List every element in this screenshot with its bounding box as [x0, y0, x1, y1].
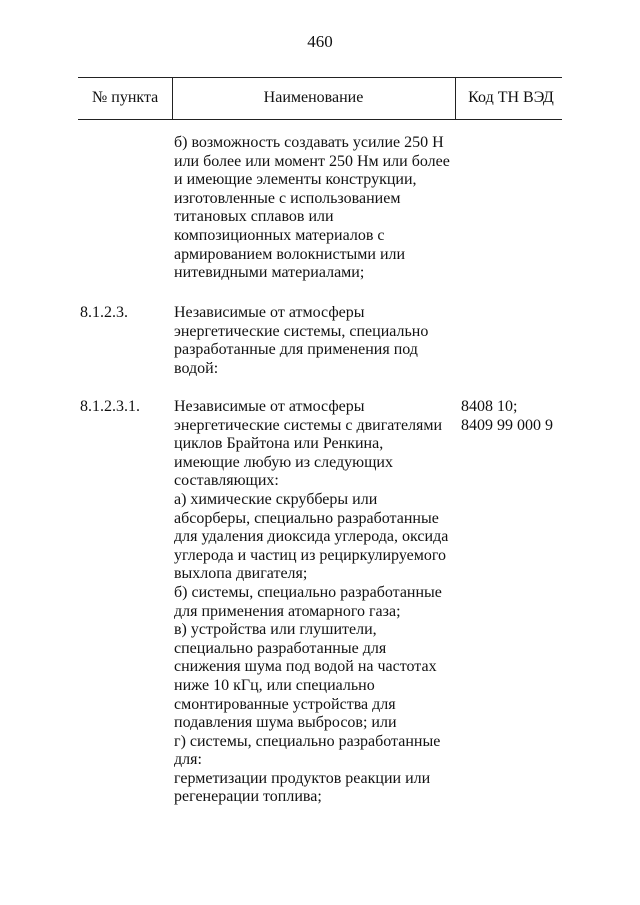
header-name: Наименование — [263, 89, 364, 106]
row-2-line: углерода и частиц из рециркулируемого — [174, 546, 447, 564]
row-1-line: разработанные для применения под — [174, 341, 418, 359]
row-1-text — [174, 304, 456, 378]
row-2-code — [461, 398, 553, 435]
row-1-line: энергетические системы, специально — [174, 322, 429, 340]
row-2-line: а) химические скрубберы или — [174, 490, 378, 508]
row-2-line: подавления шума выбросов; или — [174, 714, 397, 732]
row-0-line: или более или момент 250 Нм или более — [174, 152, 450, 170]
row-2-line: для удаления диоксида углерода, оксида — [174, 528, 449, 546]
table-header-bottom-rule — [78, 119, 562, 120]
row-0-text — [174, 134, 456, 283]
row-2-line: циклов Брайтона или Ренкина, — [174, 435, 384, 453]
row-0-line: армированием волокнистыми или — [174, 245, 406, 263]
row-2-item-number: 8.1.2.3.1. — [80, 398, 140, 415]
row-2-line: выхлопа двигателя; — [174, 565, 308, 583]
row-0-line: композиционных материалов с — [174, 226, 385, 244]
page-number: 460 — [307, 32, 333, 51]
row-2-code-line: 8409 99 000 9 — [461, 416, 553, 434]
row-2-line: абсорберы, специально разработанные — [174, 509, 439, 527]
row-2-line: б) системы, специально разработанные — [174, 583, 442, 601]
header-item-number: № пункта — [92, 89, 159, 106]
row-2-line: для применения атомарного газа; — [174, 602, 401, 620]
row-2-line: Независимые от атмосферы — [174, 398, 365, 415]
row-2-line: снижения шума под водой на частотах — [174, 658, 437, 676]
table-top-rule — [78, 77, 562, 78]
row-2-line: г) системы, специально разработанные — [174, 732, 441, 750]
row-2-line: регенерации топлива; — [174, 788, 322, 806]
row-1-line: Независимые от атмосферы — [174, 304, 365, 321]
row-2-line: для: — [174, 751, 202, 769]
row-2-text — [174, 398, 456, 807]
row-2-line: герметизации продуктов реакции или — [174, 769, 431, 787]
row-1-item-number: 8.1.2.3. — [80, 304, 128, 321]
row-0-line: б) возможность создавать усилие 250 Н — [174, 134, 444, 151]
row-2-line: смонтированные устройства для — [174, 695, 396, 713]
row-0-line: нитевидными материалами; — [174, 264, 365, 282]
header-code: Код ТН ВЭД — [468, 89, 554, 106]
row-2-line: специально разработанные для — [174, 639, 387, 657]
row-0-line: титановых сплавов или — [174, 208, 334, 226]
row-2-line: в) устройства или глушители, — [174, 621, 377, 639]
row-2-code-line: 8408 10; — [461, 398, 518, 415]
row-0-line: изготовленные с использованием — [174, 189, 401, 207]
row-2-line: составляющих: — [174, 472, 279, 490]
row-1-line: водой: — [174, 359, 219, 377]
row-2-line: ниже 10 кГц, или специально — [174, 676, 375, 694]
row-2-line: имеющие любую из следующих — [174, 453, 393, 471]
table-header-divider-2 — [455, 77, 456, 119]
row-0-line: и имеющие элементы конструкции, — [174, 171, 417, 189]
row-2-line: энергетические системы с двигателями — [174, 416, 443, 434]
